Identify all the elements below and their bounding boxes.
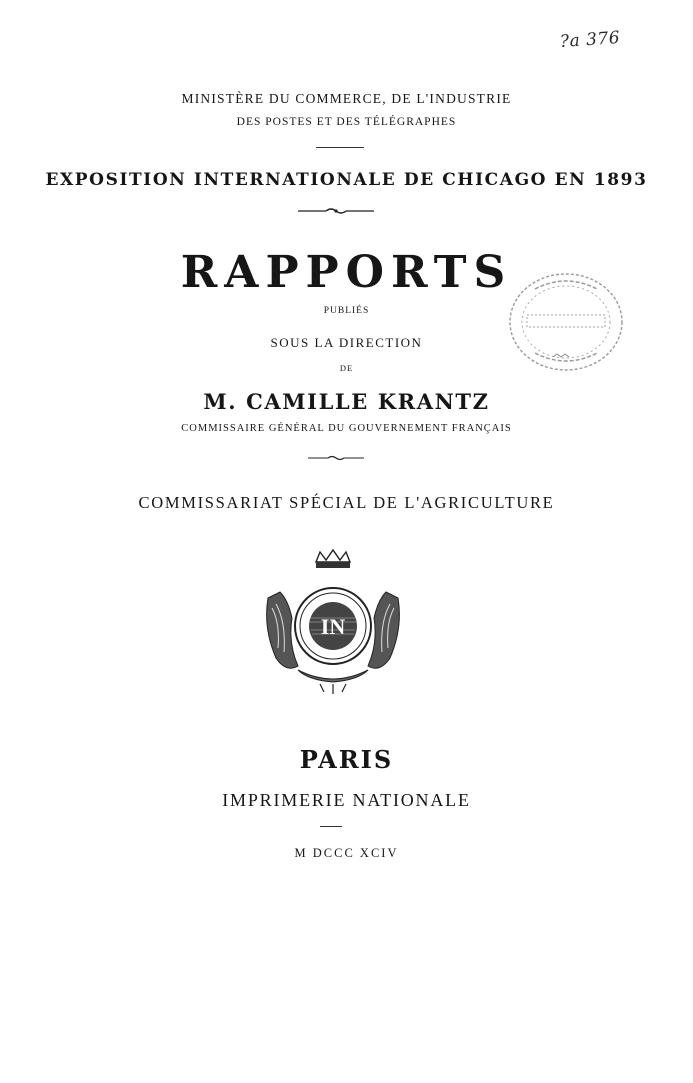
library-stamp-icon <box>505 267 627 377</box>
emblem-monogram: IN <box>320 614 346 639</box>
ornament-divider-1 <box>296 206 376 216</box>
direction-label: SOUS LA DIRECTION <box>270 335 423 350</box>
postes-heading: DES POSTES ET DES TÉLÉGRAPHES <box>236 116 457 128</box>
imprint-printer: IMPRIMERIE NATIONALE <box>222 790 471 810</box>
ornament-divider-2 <box>306 454 366 462</box>
de-label: DE <box>339 363 354 373</box>
shelfmark-annotation: ?a 376 <box>559 27 621 53</box>
author-name: M. CAMILLE KRANTZ <box>203 389 490 414</box>
imprimerie-nationale-emblem-icon <box>258 548 408 698</box>
section-heading: COMMISSARIAT SPÉCIAL DE L'AGRICULTURE <box>138 493 555 512</box>
exposition-heading: EXPOSITION INTERNATIONALE DE CHICAGO EN 1893 <box>45 170 648 190</box>
ministry-heading: MINISTÈRE DU COMMERCE, DE L'INDUSTRIE <box>181 91 512 106</box>
imprint-date: M DCCC XCIV <box>294 846 399 860</box>
main-title: RAPPORTS <box>180 247 513 298</box>
imprint-city: PARIS <box>299 745 394 774</box>
short-rule-1 <box>316 147 364 148</box>
author-role: COMMISSAIRE GÉNÉRAL DU GOUVERNEMENT FRANÇAIS <box>181 423 512 434</box>
publies-label: PUBLIÉS <box>323 306 370 316</box>
short-rule-2 <box>320 826 342 827</box>
